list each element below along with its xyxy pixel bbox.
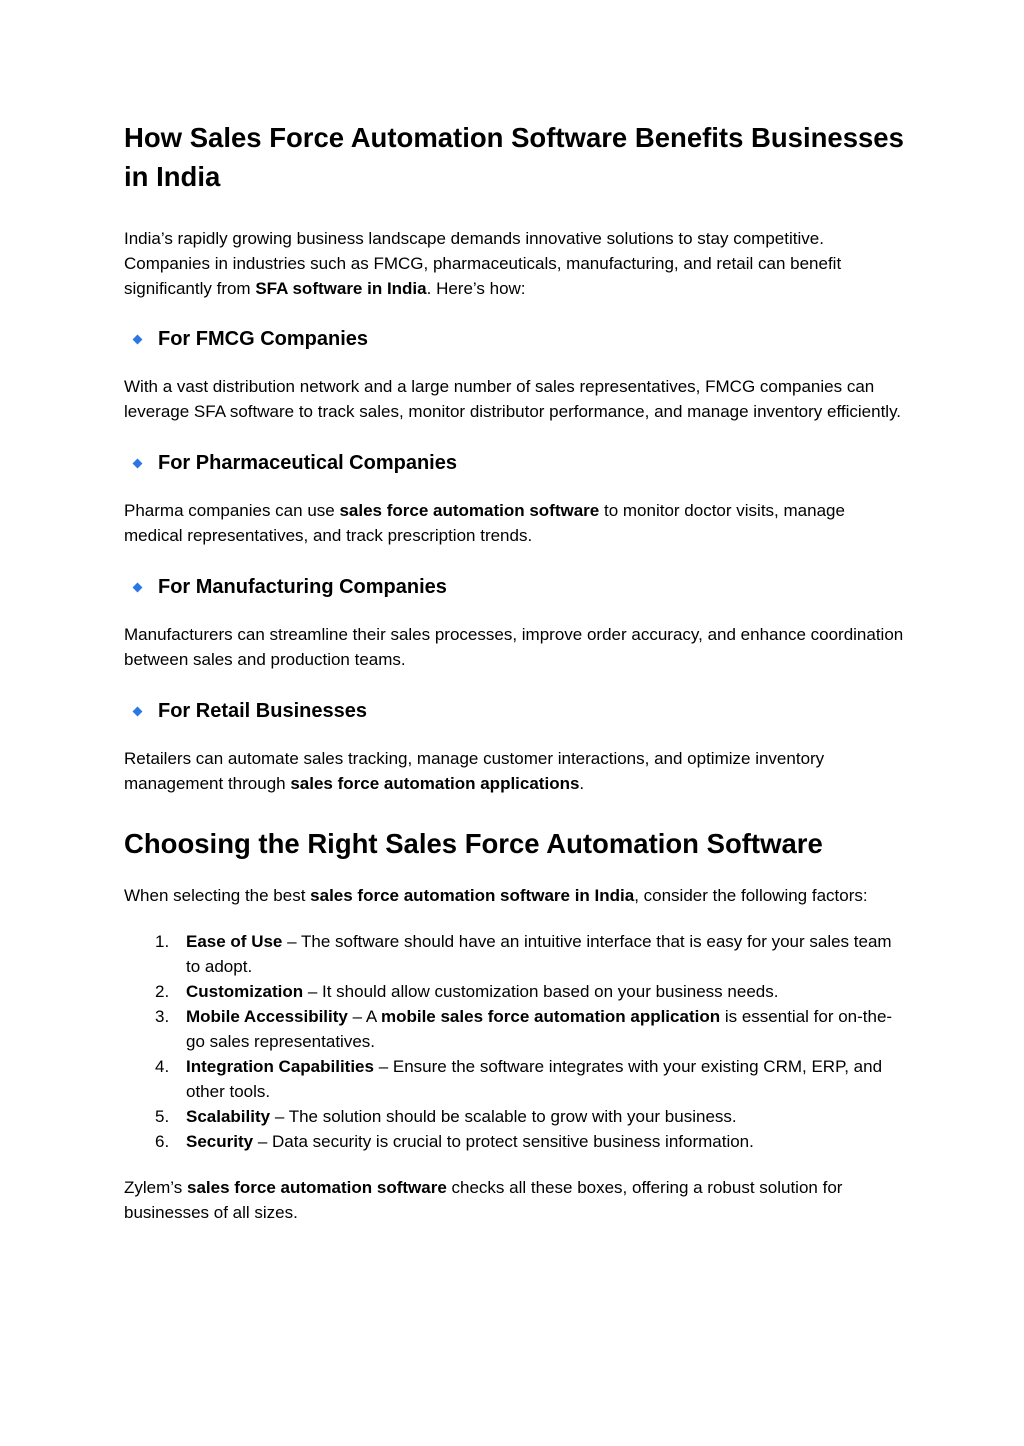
heading-manufacturing: For Manufacturing Companies (124, 572, 904, 602)
list-item: 4. Integration Capabilities – Ensure the software integrates with your existing CRM, ERP, and other tools. (155, 1057, 883, 1101)
list-item: 3. Mobile Accessibility – A mobile sales force automation application is essential for on-the-go sales representatives. (155, 1007, 893, 1051)
diamond-bullet-icon (133, 706, 143, 716)
factors-list (124, 929, 904, 1154)
paragraph-closing: Zylem’s sales force automation software checks all these boxes, offering a robust solution for businesses of all sizes. (124, 1178, 843, 1222)
page-title: How Sales Force Automation Software Benefits Businesses in India (124, 122, 904, 192)
diamond-bullet-icon (133, 334, 143, 344)
document-page (124, 118, 904, 1225)
diamond-bullet-icon (133, 458, 143, 468)
paragraph-fmcg: With a vast distribution network and a large number of sales representatives, FMCG companies can leverage SFA software to track sales, monitor distributor performance, and manage inventory efficiently. (124, 377, 902, 421)
list-item: 6. Security – Data security is crucial to protect sensitive business information. (155, 1132, 754, 1151)
paragraph-manufacturing: Manufacturers can streamline their sales processes, improve order accuracy, and enhance coordination between sales and production teams. (124, 625, 904, 669)
diamond-bullet-icon (133, 582, 143, 592)
list-item: 5. Scalability – The solution should be scalable to grow with your business. (155, 1107, 737, 1126)
heading-retail: For Retail Businesses (124, 696, 904, 726)
heading-pharmaceutical: For Pharmaceutical Companies (124, 448, 904, 478)
section-title-choosing: Choosing the Right Sales Force Automation Software (124, 828, 823, 859)
intro-paragraph: India’s rapidly growing business landscape demands innovative solutions to stay competitive. Companies in industries such as FMCG, pharmaceuticals, manufacturing, and retail can benefit significantly from SFA software in India. Here’s how: (124, 229, 842, 298)
list-item: 1. Ease of Use – The software should have an intuitive interface that is easy for your sales team to adopt. (155, 932, 892, 976)
heading-fmcg: For FMCG Companies (124, 324, 904, 354)
list-item: 2. Customization – It should allow customization based on your business needs. (155, 982, 779, 1001)
paragraph-selecting: When selecting the best sales force automation software in India, consider the following factors: (124, 886, 868, 905)
paragraph-retail: Retailers can automate sales tracking, manage customer interactions, and optimize inventory management through sales force automation applications. (124, 749, 825, 793)
paragraph-pharmaceutical: Pharma companies can use sales force automation software to monitor doctor visits, manage medical representatives, and track prescription trends. (124, 501, 845, 545)
